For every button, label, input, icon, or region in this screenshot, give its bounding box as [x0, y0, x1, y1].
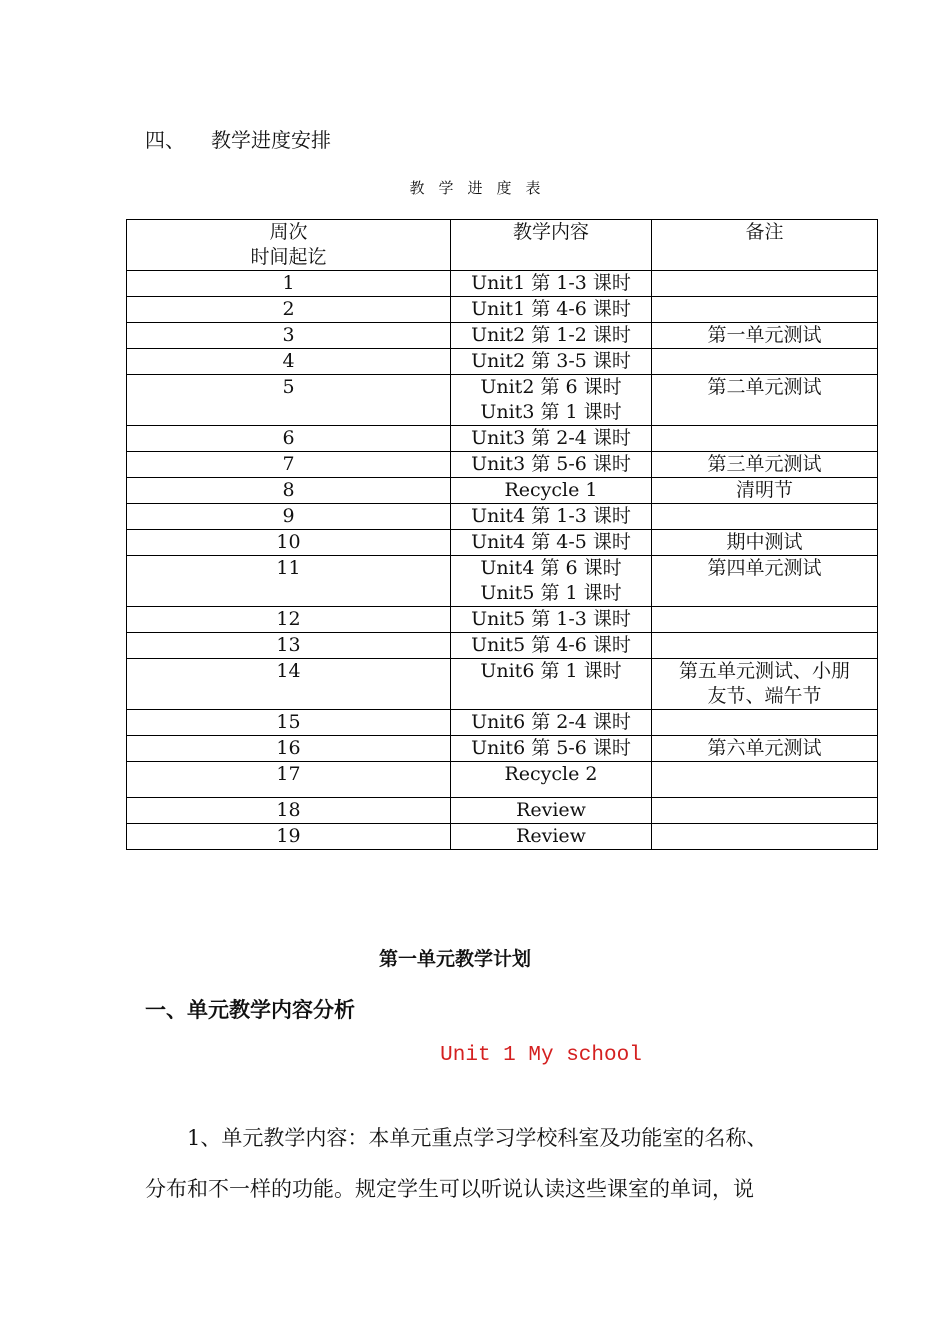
cell-content [451, 478, 652, 504]
cell-week: 1 [127, 271, 451, 297]
table-row [127, 824, 878, 850]
content-line: Unit1 第 4-6 课时 [471, 298, 631, 320]
table-row [127, 736, 878, 762]
cell-week: 14 [127, 659, 451, 710]
table-row [127, 271, 878, 297]
content-line: Unit5 第 1-3 课时 [471, 608, 631, 630]
section-number: 四、 [145, 128, 185, 152]
cell-note [652, 478, 878, 504]
cell-note [652, 633, 878, 659]
cell-week: 15 [127, 710, 451, 736]
cell-note [652, 530, 878, 556]
cell-note [652, 297, 878, 323]
note-line: 第六单元测试 [707, 737, 822, 759]
section-title: 教学进度安排 [211, 128, 331, 152]
cell-week: 6 [127, 426, 451, 452]
table-header-row [127, 220, 878, 271]
table-row [127, 504, 878, 530]
cell-week: 5 [127, 375, 451, 426]
cell-content [451, 736, 652, 762]
cell-week: 17 [127, 762, 451, 798]
table-row [127, 349, 878, 375]
schedule-body [127, 271, 878, 850]
cell-note [652, 556, 878, 607]
content-line: Recycle 2 [504, 763, 598, 785]
table-row [127, 297, 878, 323]
content-line: Recycle 1 [504, 479, 598, 501]
cell-content [451, 375, 652, 426]
note-line: 第一单元测试 [707, 324, 822, 346]
paragraph-line-1: 1、单元教学内容：本单元重点学习学校科室及功能室的名称、 [187, 1126, 768, 1150]
cell-content [451, 530, 652, 556]
note-line: 清明节 [735, 479, 793, 501]
cell-content [451, 426, 652, 452]
note-line: 第五单元测试、小朋 [678, 660, 850, 682]
cell-content [451, 798, 652, 824]
header-content: 教学内容 [451, 220, 652, 271]
table-row [127, 633, 878, 659]
content-line: Review [516, 799, 586, 821]
content-line: Unit3 第 2-4 课时 [471, 427, 631, 449]
content-line: Unit6 第 5-6 课时 [471, 737, 631, 759]
cell-week: 13 [127, 633, 451, 659]
cell-content [451, 323, 652, 349]
content-line: Unit4 第 1-3 课时 [471, 505, 631, 527]
cell-week: 12 [127, 607, 451, 633]
cell-week: 4 [127, 349, 451, 375]
cell-note [652, 323, 878, 349]
table-row [127, 323, 878, 349]
cell-note [652, 798, 878, 824]
note-line: 第二单元测试 [707, 376, 822, 398]
table-row [127, 710, 878, 736]
cell-week: 16 [127, 736, 451, 762]
cell-week: 3 [127, 323, 451, 349]
content-line: Unit2 第 6 课时 [480, 376, 622, 398]
section-heading [145, 124, 331, 153]
cell-week: 2 [127, 297, 451, 323]
note-line: 第三单元测试 [707, 453, 822, 475]
table-row [127, 375, 878, 426]
schedule-table [126, 219, 878, 850]
unit-plan-title: 第一单元教学计划 [378, 948, 531, 970]
cell-week: 19 [127, 824, 451, 850]
table-caption: 教学进度表 [409, 179, 555, 197]
cell-content [451, 452, 652, 478]
cell-note [652, 452, 878, 478]
content-line: Unit6 第 2-4 课时 [471, 711, 631, 733]
content-line: Unit6 第 1 课时 [480, 660, 622, 682]
analysis-heading: 一、单元教学内容分析 [145, 997, 355, 1022]
content-line: Unit5 第 1 课时 [480, 582, 622, 604]
cell-note [652, 710, 878, 736]
cell-note [652, 504, 878, 530]
content-line: Unit5 第 4-6 课时 [471, 634, 631, 656]
content-line: Review [516, 825, 586, 847]
cell-note [652, 426, 878, 452]
content-line: Unit4 第 6 课时 [480, 557, 622, 579]
table-row [127, 530, 878, 556]
cell-content [451, 297, 652, 323]
cell-content [451, 710, 652, 736]
cell-content [451, 271, 652, 297]
cell-content [451, 659, 652, 710]
unit-title: Unit 1 My school [440, 1044, 642, 1067]
cell-note [652, 375, 878, 426]
cell-content [451, 504, 652, 530]
header-week-line2: 时间起讫 [250, 246, 327, 268]
cell-week: 9 [127, 504, 451, 530]
cell-note [652, 607, 878, 633]
table-row [127, 426, 878, 452]
cell-note [652, 736, 878, 762]
cell-content [451, 607, 652, 633]
paragraph-line-2: 分布和不一样的功能。规定学生可以听说认读这些课室的单词，说 [145, 1177, 754, 1201]
content-line: Unit2 第 3-5 课时 [471, 350, 631, 372]
cell-week: 10 [127, 530, 451, 556]
table-row [127, 659, 878, 710]
table-row [127, 452, 878, 478]
note-line: 友节、端午节 [707, 685, 822, 707]
note-line: 第四单元测试 [707, 557, 822, 579]
content-line: Unit3 第 1 课时 [480, 401, 622, 423]
table-row [127, 607, 878, 633]
cell-content [451, 824, 652, 850]
cell-note [652, 659, 878, 710]
cell-note [652, 349, 878, 375]
cell-content [451, 633, 652, 659]
header-week-line1: 周次 [269, 221, 308, 243]
content-line: Unit4 第 4-5 课时 [471, 531, 631, 553]
cell-note [652, 824, 878, 850]
cell-note [652, 271, 878, 297]
cell-content [451, 556, 652, 607]
table-row [127, 478, 878, 504]
cell-note [652, 762, 878, 798]
header-week [127, 220, 451, 271]
cell-week: 7 [127, 452, 451, 478]
cell-week: 11 [127, 556, 451, 607]
cell-week: 18 [127, 798, 451, 824]
content-line: Unit1 第 1-3 课时 [471, 272, 631, 294]
table-row [127, 762, 878, 798]
content-line: Unit2 第 1-2 课时 [471, 324, 631, 346]
table-row [127, 798, 878, 824]
cell-content [451, 349, 652, 375]
content-line: Unit3 第 5-6 课时 [471, 453, 631, 475]
note-line: 期中测试 [726, 531, 803, 553]
header-note: 备注 [652, 220, 878, 271]
table-row [127, 556, 878, 607]
cell-week: 8 [127, 478, 451, 504]
cell-content [451, 762, 652, 798]
